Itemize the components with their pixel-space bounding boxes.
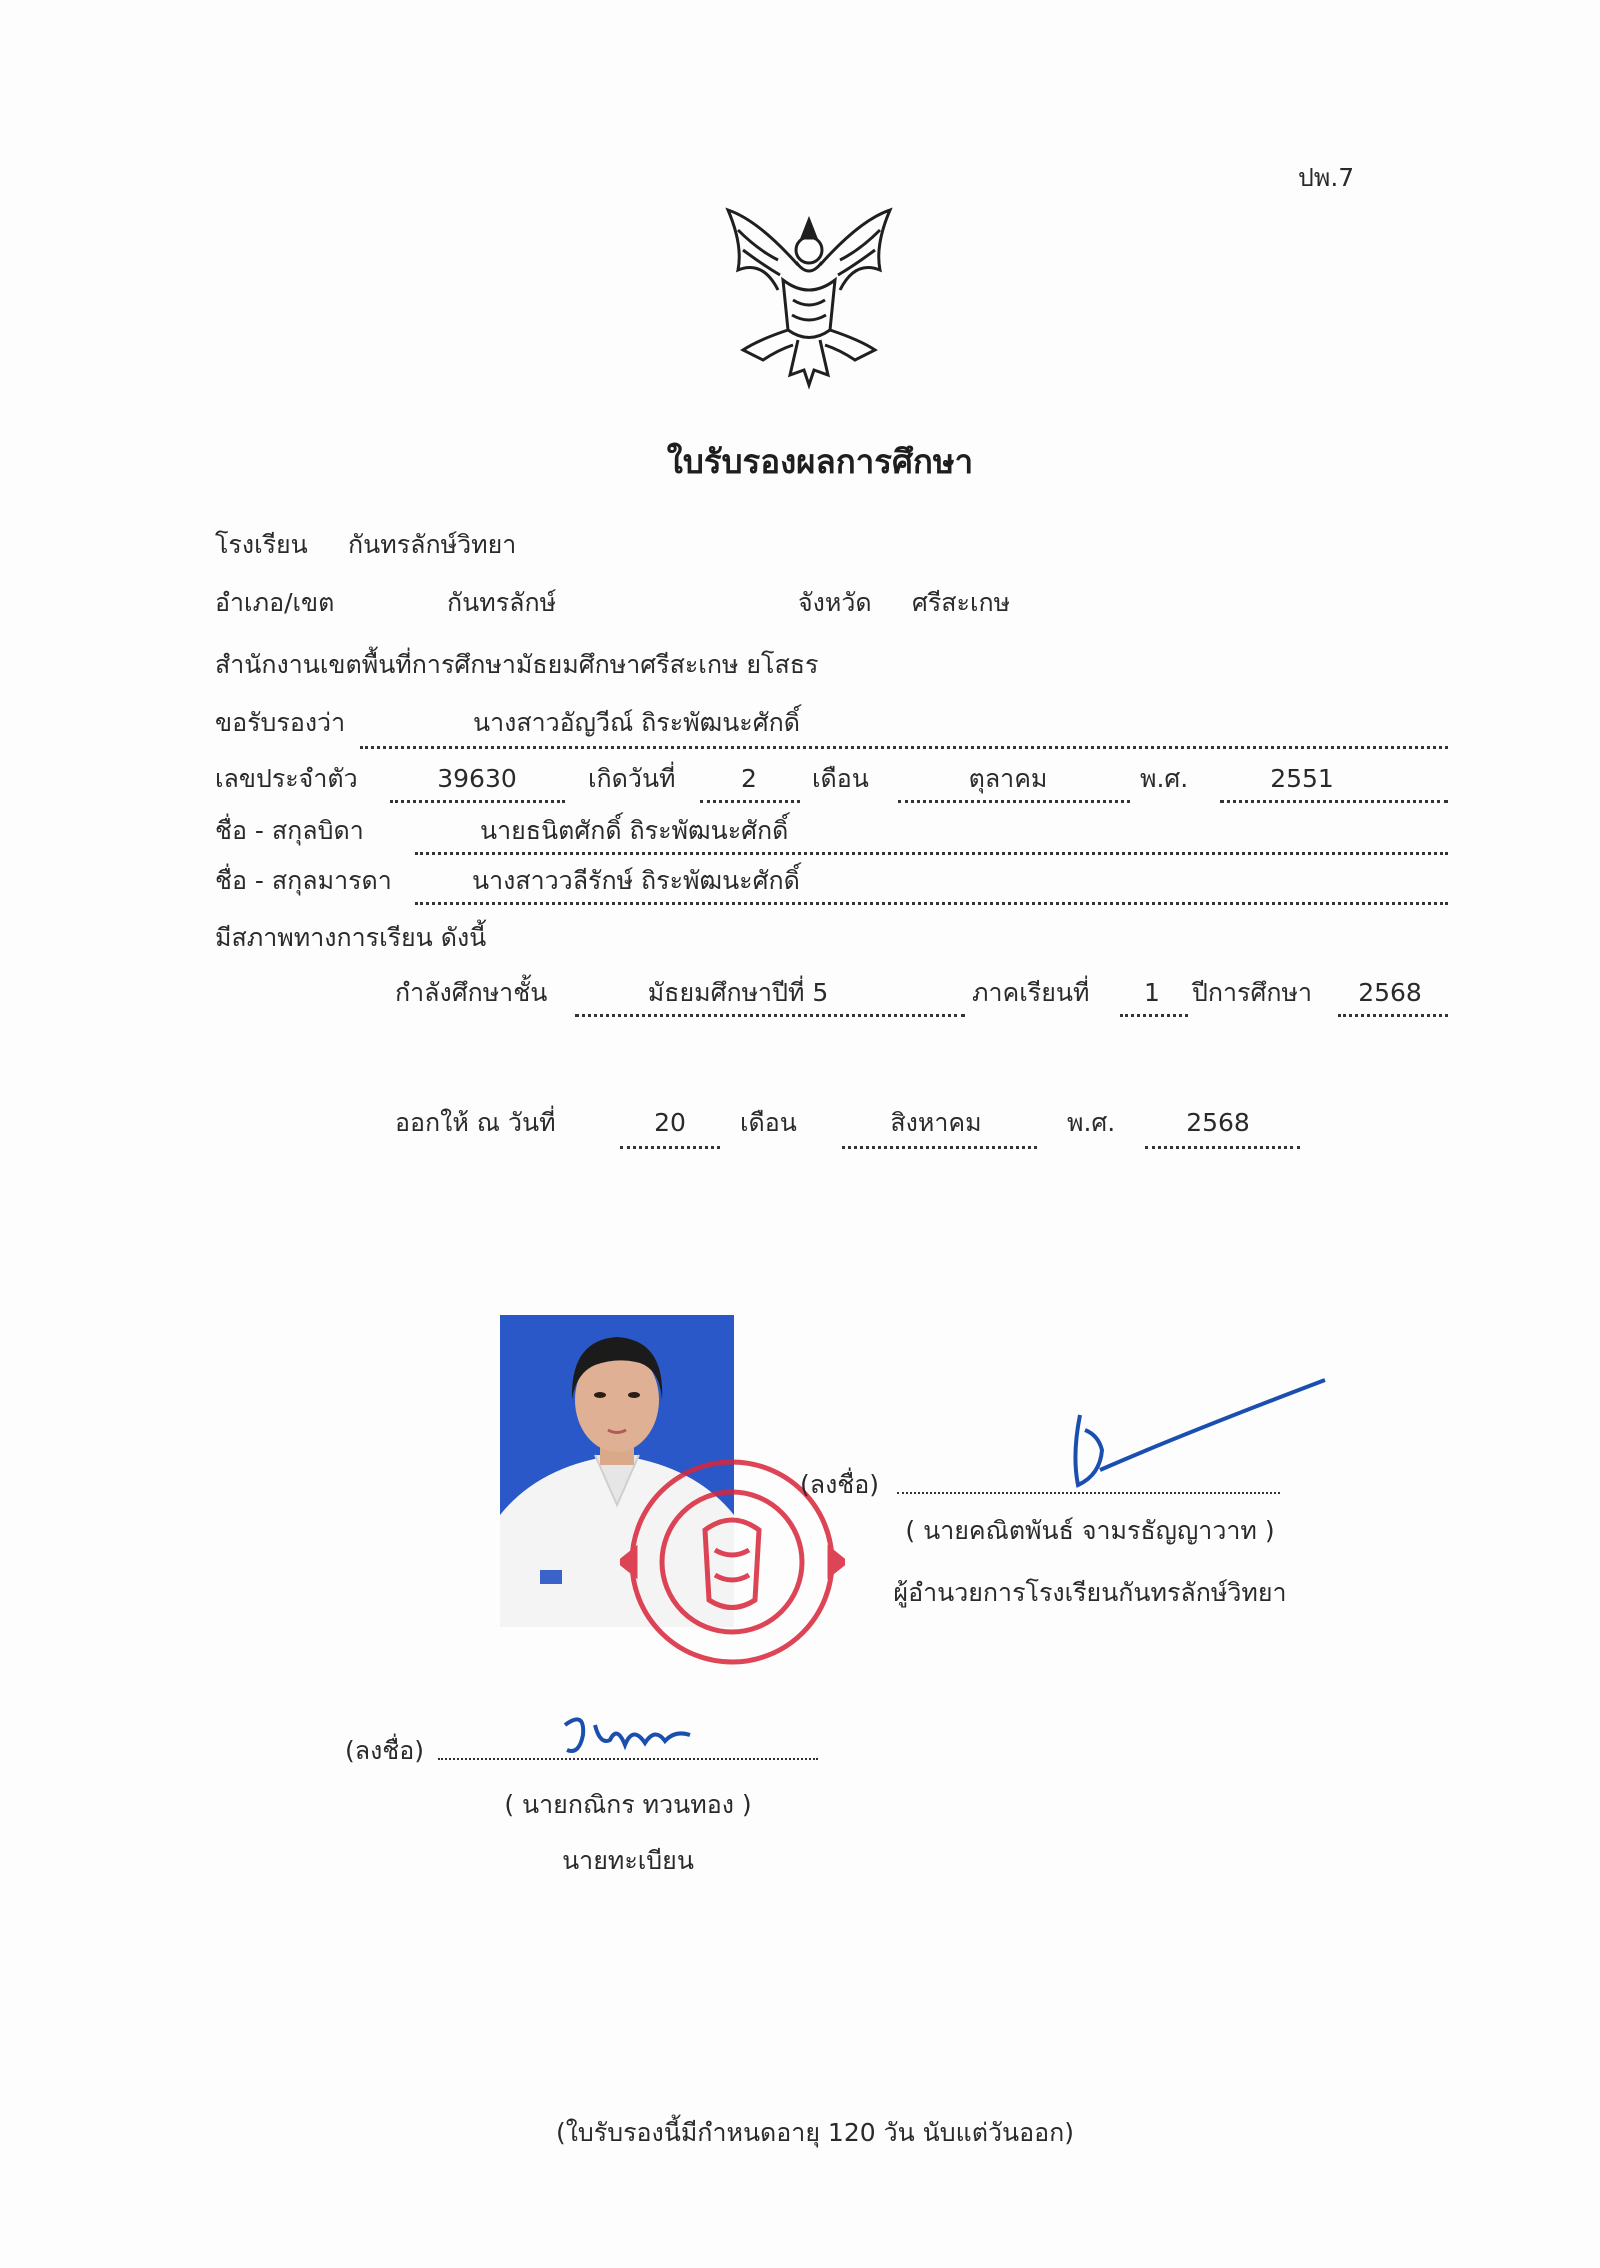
school-value: กันทรลักษ์วิทยา: [348, 530, 517, 559]
student-id-dotted-line: [390, 800, 565, 803]
birth-year-value: 2551: [1270, 764, 1334, 793]
registrar-signature-icon: [555, 1705, 715, 1765]
mother-dotted-line: [415, 902, 1448, 905]
page-title: ใบรับรองผลการศึกษา: [666, 442, 974, 481]
mother-label: ชื่อ - สกุลมารดา: [215, 866, 392, 895]
father-label: ชื่อ - สกุลบิดา: [215, 816, 364, 845]
director-title: ผู้อำนวยการโรงเรียนกันทรลักษ์วิทยา: [893, 1578, 1287, 1607]
district-label: อำเภอ/เขต: [215, 588, 335, 617]
district-value: กันทรลักษ์: [447, 588, 557, 617]
birth-day-value: 2: [741, 764, 757, 793]
office-line: สำนักงานเขตพื้นที่การศึกษามัธยมศึกษาศรีสะเกษ ยโสธร: [215, 650, 819, 679]
status-label: มีสภาพทางการเรียน ดังนี้: [215, 923, 487, 952]
grade-dotted-line: [575, 1014, 965, 1017]
academic-year-dotted-line: [1338, 1014, 1448, 1017]
certify-value: นางสาวอัญวีณ์ ถิระพัฒนะศักดิ์: [473, 708, 800, 737]
registrar-sign-label: (ลงชื่อ): [345, 1736, 425, 1765]
semester-dotted-line: [1120, 1014, 1188, 1017]
issued-month-value: สิงหาคม: [890, 1108, 982, 1137]
form-code: ปพ.7: [1298, 163, 1355, 192]
certify-dotted-line: [360, 746, 1448, 749]
birth-year-dotted-line: [1220, 800, 1448, 803]
registrar-name: ( นายกณิกร ทวนทอง ): [504, 1790, 752, 1819]
father-value: นายธนิตศักดิ์ ถิระพัฒนะศักดิ์: [480, 816, 789, 845]
birth-day-dotted-line: [700, 800, 800, 803]
birth-day-label: เกิดวันที่: [588, 764, 676, 793]
school-label: โรงเรียน: [215, 530, 308, 559]
issued-day-value: 20: [654, 1108, 686, 1137]
issued-year-label: พ.ศ.: [1067, 1108, 1116, 1137]
issued-year-value: 2568: [1186, 1108, 1250, 1137]
academic-year-value: 2568: [1358, 978, 1422, 1007]
director-sign-dotted-line: [897, 1492, 1280, 1494]
birth-year-label: พ.ศ.: [1140, 764, 1189, 793]
certify-label: ขอรับรองว่า: [215, 708, 346, 737]
student-id-value: 39630: [437, 764, 517, 793]
garuda-emblem-icon: [718, 200, 900, 390]
director-sign-label: (ลงชื่อ): [800, 1470, 880, 1499]
semester-label: ภาคเรียนที่: [972, 978, 1090, 1007]
birth-month-label: เดือน: [812, 764, 869, 793]
birth-month-dotted-line: [898, 800, 1130, 803]
grade-value: มัธยมศึกษาปีที่ 5: [647, 978, 829, 1007]
father-dotted-line: [415, 852, 1448, 855]
director-name: ( นายคณิตพันธ์ จามรธัญญาวาท ): [905, 1516, 1275, 1545]
issued-label: ออกให้ ณ วันที่: [395, 1108, 556, 1137]
director-signature-icon: [1060, 1375, 1330, 1515]
student-id-label: เลขประจำตัว: [215, 764, 358, 793]
footer-note: (ใบรับรองนี้มีกำหนดอายุ 120 วัน นับแต่วันออก): [555, 2118, 1075, 2147]
mother-value: นางสาววลีรักษ์ ถิระพัฒนะศักดิ์: [472, 866, 800, 895]
province-value: ศรีสะเกษ: [912, 588, 1011, 617]
semester-value: 1: [1144, 978, 1160, 1007]
academic-year-label: ปีการศึกษา: [1192, 978, 1312, 1007]
issued-year-dotted-line: [1145, 1146, 1300, 1149]
province-label: จังหวัด: [798, 588, 872, 617]
issued-month-label: เดือน: [740, 1108, 797, 1137]
birth-month-value: ตุลาคม: [968, 764, 1048, 793]
grade-label: กำลังศึกษาชั้น: [395, 978, 548, 1007]
issued-month-dotted-line: [842, 1146, 1037, 1149]
issued-day-dotted-line: [620, 1146, 720, 1149]
registrar-title: นายทะเบียน: [562, 1846, 694, 1875]
